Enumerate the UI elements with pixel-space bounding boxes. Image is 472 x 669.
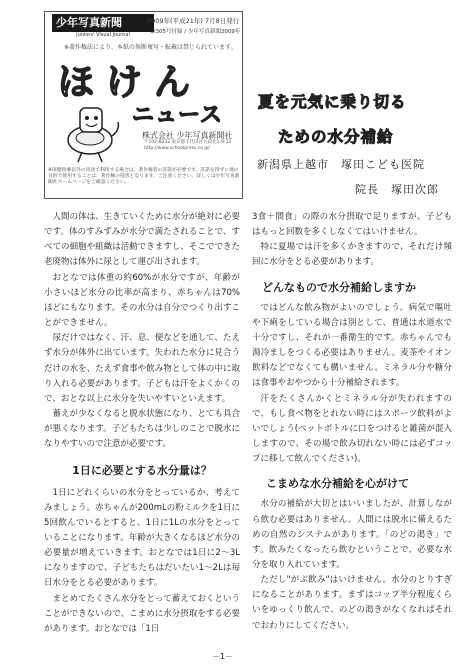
body-paragraph: 蓄えが少なくなると脱水状態になり、とても具合が悪くなります。子どもたちは少しのことで脱水になりやすいので注意が必要です。 [44,409,240,450]
left-column [44,210,240,637]
body-paragraph: 特に夏場では汗を多くかきますので、それだけ頻回に水分をとる必要があります。 [252,242,452,268]
section-heading: どんなもので水分補給しますか [262,280,416,294]
body-paragraph: 汗をたくさんかくとミネラル分が失われますので、もし食べ物をとれない時にはスポーツ飲料がよいでしょう(ペットボトルに口をつけると雑菌が混入しますので、その場で飲み切れない時には必ずコップに移して飲んでください)。 [252,393,452,465]
newsletter-title: ほけん [58,62,203,103]
newsletter-subtitle: ニュース [132,103,223,128]
toilet-mascot-illustration [60,100,124,164]
publisher-name: 株式会社 少年写真新聞社 [142,131,233,140]
publisher-address: 〒102-8232 東京都千代田区九段北1-9-12 http://www.schoolpress.co.jp/ [144,140,232,151]
body-paragraph: 水分の補給が大切とはいいましたが、計算しながら飲む必要はありません。人間には脱水に備えるための自然のシステムがあります。「のどの渇き」です。飲みたくなったら飲むということで、必要な水分を取り入れています。 [252,499,452,570]
author-affiliation: 新潟県上越市 塚田こども医院 [257,158,425,171]
body-paragraph: まとめてたくさん水分をとって蓄えておくということができないので、こまめに水分摂取をする必要があります。おとなでは「1日 [44,593,240,634]
section-heading: 1日に必要とする水分量は？ [72,463,212,477]
body-paragraph: 尿だけではなく、汗、息、便などを通して、たえず水分が体外に出ています。失われた水分に見合うだけの水を、たえず食事や飲み物として体の中に取り入れる必要があります。子どもは汗をよくかくので、おとな以上に水分を失いやすいといえます。 [44,333,240,404]
body-paragraph: 人間の体は、生きていくために水分が絶対に必要です。体のすみずみが水分で満たされることで、すべての細胞や組織は活動できますし、そこでできた老廃物は体外に尿として運び出されます。 [44,212,240,268]
article-title-line2: ための水分補給 [278,128,394,146]
article-title-line1: 夏を元気に乗り切る [258,93,407,111]
body-paragraph: おとなでは体重の約60%が水分ですが、年齢が小さいほど水分の比率が高まり、赤ちゃんは70%ほどにもなります。その水分は自分でつくり出すことができません。 [44,272,240,329]
body-paragraph: 3食＋間食」の際の水分摂取で足りますが、子どもはもっと回数を多くしなくてはいけません。 [252,212,452,238]
copyright-notice: ※著作権法により、本紙の無断複写・転載は禁じられています。 [64,44,237,51]
newspaper-logo-subtitle: Juniors' Visual Journal [76,32,130,38]
page-number: －1－ [212,652,234,661]
issue-date: 2009年(平成21年) 7月8日発行 [147,17,240,25]
issue-number: 第305号付録 / 少年写真新聞2009年 [150,29,241,35]
body-paragraph: ではどんな飲み物がよいのでしょう。病気で嘔吐や下痢をしている場合は別として、普通は水道水で十分ですし、それが一番衛生的です。赤ちゃんでも湯冷ましをつくる必要はありません。麦茶やイオン飲料などでなくても構いません。ミネラル分や糖分は食事やおやつから十分補給されます。 [252,302,452,389]
newspaper-logo: 少年写真新聞 [52,14,154,32]
author-name: 院長 塚田次郎 [355,183,439,196]
usage-note: ※保健指導以外の用途で利用する場合は、著作権者の許諾が必要です。許諾を得ずに他の目的で使用することは、著作権の侵害となります。ご注意ください。詳しくは少年写真新聞社ホームページをご確認ください。 [48,168,240,186]
body-paragraph: ただし"がぶ飲み"はいけません。水分のとりすぎになることがあります。まずはコップ半分程度くらいをゆっくり飲んで、のどの渇きがなくなればそれでおわりにしてください。 [252,575,452,631]
section-heading: こまめな水分補給を心がけて [266,477,409,491]
body-paragraph: 1日にどれくらいの水分をとっているか、考えてみましょう。赤ちゃんが200mLの粉ミルクを1日に5回飲んでいるとすると、1日に1Lの水分をとっていることになります。年齢が大きくなるほど水分の必要量が増えていきます。おとなでは1日に2～3Lになりますので、子どもたちはだいたい1～2Lは毎日水分をとる必要があります。 [44,487,240,589]
right-column [252,210,452,634]
